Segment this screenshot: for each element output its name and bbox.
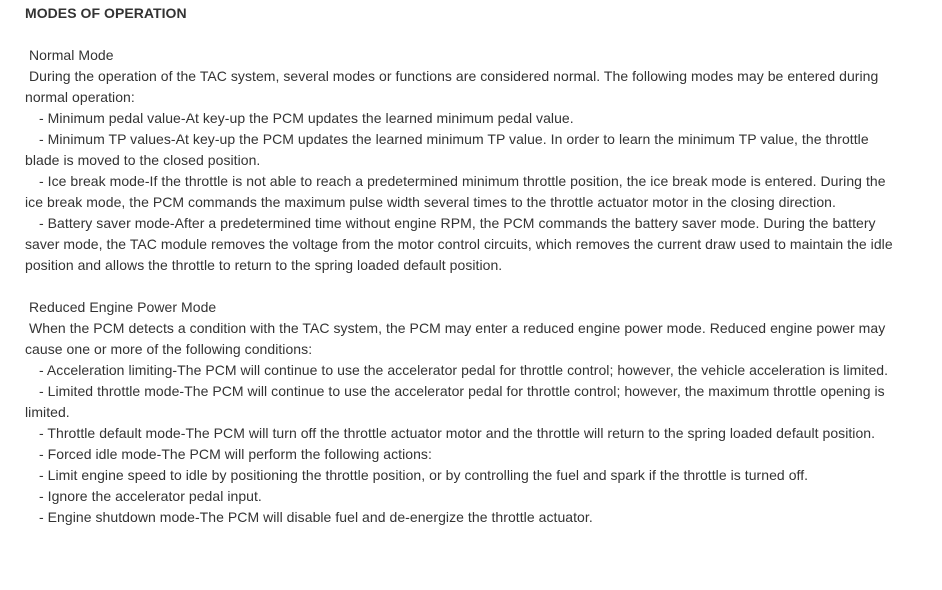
- list-item: - Minimum pedal value-At key-up the PCM updates the learned minimum pedal value.: [39, 110, 574, 126]
- spacer: [25, 24, 905, 45]
- list-item: - Limit engine speed to idle by positioning the throttle position, or by controlling the fuel and spark if the throttle is turned off.: [39, 467, 809, 483]
- spacer: [25, 276, 905, 297]
- list-item: - Forced idle mode-The PCM will perform the following actions:: [39, 446, 432, 462]
- section-heading-normal-mode: Normal Mode: [29, 47, 114, 63]
- section-intro-normal-mode: During the operation of the TAC system, several modes or functions are considered normal. The following modes may be entered during normal operation:: [25, 68, 879, 105]
- list-item: - Ignore the accelerator pedal input.: [39, 488, 262, 504]
- section-heading-reduced-power-mode: Reduced Engine Power Mode: [29, 299, 217, 315]
- list-item: - Throttle default mode-The PCM will turn off the throttle actuator motor and the throttle will return to the spring loaded default position.: [39, 425, 876, 441]
- document-title: MODES OF OPERATION: [25, 5, 187, 21]
- list-item: - Limited throttle mode-The PCM will continue to use the accelerator pedal for throttle control; however, the maximum throttle opening is limited.: [25, 383, 885, 420]
- document: [25, 3, 905, 528]
- list-item: - Battery saver mode-After a predetermined time without engine RPM, the PCM commands the battery saver mode. During the battery saver mode, the TAC module removes the voltage from the motor control circuits, which removes the current draw used to maintain the idle position and allows the throttle to return to the spring loaded default position.: [25, 215, 893, 273]
- list-item: - Ice break mode-If the throttle is not able to reach a predetermined minimum throttle position, the ice break mode is entered. During the ice break mode, the PCM commands the maximum pulse width several times to the throttle actuator motor in the closing direction.: [25, 173, 886, 210]
- list-item: - Engine shutdown mode-The PCM will disable fuel and de-energize the throttle actuator.: [39, 509, 593, 525]
- section-intro-reduced-power-mode: When the PCM detects a condition with the TAC system, the PCM may enter a reduced engine power mode. Reduced engine power may cause one or more of the following conditions:: [25, 320, 886, 357]
- list-item: - Minimum TP values-At key-up the PCM updates the learned minimum TP value. In order to learn the minimum TP value, the throttle blade is moved to the closed position.: [25, 131, 869, 168]
- list-item: - Acceleration limiting-The PCM will continue to use the accelerator pedal for throttle control; however, the vehicle acceleration is limited.: [39, 362, 889, 378]
